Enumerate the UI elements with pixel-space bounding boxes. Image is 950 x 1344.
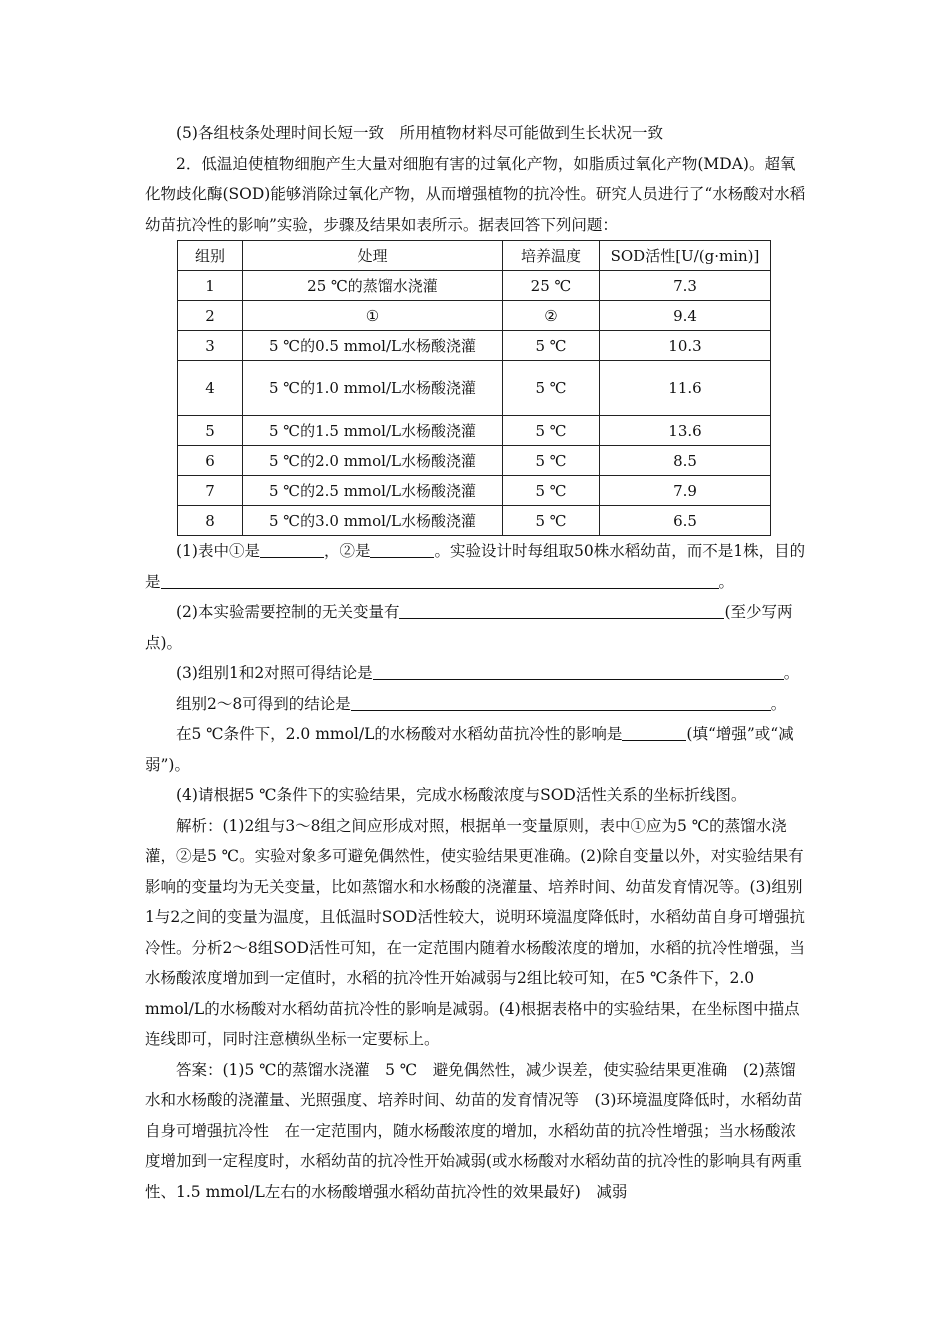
table-row	[178, 361, 771, 416]
answer-paragraph: 答案：(1)5 ℃的蒸馏水浇灌 5 ℃ 避免偶然性，减少误差，使实验结果更准确 (2)蒸馏水和水杨酸的浇灌量、光照强度、培养时间、幼苗的发育情况等 (3)环境温度降低时，水稻幼苗自身可增强抗冷性 在一定范围内，随水杨酸浓度的增加，水稻幼苗的抗冷性增强；当水杨酸浓度增加到一定程度时，水稻幼苗的抗冷性开始减弱(或水杨酸对水稻幼苗的抗冷性的影响具有两重性、1.5 mmol/L左右的水杨酸增强水稻幼苗抗冷性的效果最好) 减弱	[145, 1060, 803, 1201]
header-temperature: 培养温度	[503, 241, 600, 271]
q1-text-b: ，②是	[323, 542, 371, 560]
header-sod-activity: SOD活性[U/(g·min)]	[600, 241, 771, 271]
question-4: (4)请根据5 ℃条件下的实验结果，完成水杨酸浓度与SOD活性关系的坐标折线图。	[176, 786, 747, 804]
cell-sod: 6.5	[600, 506, 771, 536]
cell-sod: 11.6	[600, 361, 771, 416]
cell-treatment: 5 ℃的3.0 mmol/L水杨酸浇灌	[243, 506, 503, 536]
q1-text-a: (1)表中①是	[176, 542, 260, 560]
cell-temperature: ②	[503, 301, 600, 331]
cell-sod: 7.3	[600, 271, 771, 301]
cell-sod: 10.3	[600, 331, 771, 361]
table-header-row	[178, 241, 771, 271]
header-treatment: 处理	[243, 241, 503, 271]
q3-text-d: 。	[770, 694, 787, 713]
answer-blank-5[interactable]	[373, 663, 776, 680]
cell-temperature: 5 ℃	[503, 446, 600, 476]
cell-group: 5	[178, 416, 243, 446]
q3-text-e: 在5 ℃条件下，2.0 mmol/L的水杨酸对水稻幼苗抗冷性的影响是	[176, 725, 623, 743]
cell-group: 3	[178, 331, 243, 361]
cell-treatment: 5 ℃的2.5 mmol/L水杨酸浇灌	[243, 476, 503, 506]
question-1	[145, 536, 810, 597]
question-2-stem: 2．低温迫使植物细胞产生大量对细胞有害的过氧化产物，如脂质过氧化产物(MDA)。超氧化物歧化酶(SOD)能够消除过氧化产物，从而增强植物的抗冷性。研究人员进行了“水杨酸对水稻幼苗抗冷性的影响”实验，步骤及结果如表所示。据表回答下列问题：	[145, 154, 806, 234]
cell-group: 8	[178, 506, 243, 536]
cell-treatment: 5 ℃的0.5 mmol/L水杨酸浇灌	[243, 331, 503, 361]
cell-treatment: ①	[243, 301, 503, 331]
table-row	[178, 331, 771, 361]
answer-blank-7[interactable]	[622, 724, 686, 741]
cell-treatment: 5 ℃的1.0 mmol/L水杨酸浇灌	[243, 361, 503, 416]
q3-text-c: 组别2～8可得到的结论是	[176, 694, 351, 713]
cell-group: 4	[178, 361, 243, 416]
table-row	[178, 301, 771, 331]
answer-blank-3b[interactable]	[711, 572, 719, 589]
cell-treatment: 5 ℃的2.0 mmol/L水杨酸浇灌	[243, 446, 503, 476]
cell-sod: 8.5	[600, 446, 771, 476]
cell-group: 7	[178, 476, 243, 506]
cell-temperature: 5 ℃	[503, 361, 600, 416]
q3-text-b: 。	[783, 664, 800, 682]
cell-temperature: 25 ℃	[503, 271, 600, 301]
cell-group: 1	[178, 271, 243, 301]
table-row	[178, 506, 771, 536]
cell-group: 2	[178, 301, 243, 331]
cell-group: 6	[178, 446, 243, 476]
q3-text-f: (填“增强”或“减弱”)。	[145, 725, 794, 774]
q5-answer-line: (5)各组枝条处理时间长短一致 所用植物材料尽可能做到生长状况一致	[176, 124, 663, 142]
q3-text-a: (3)组别1和2对照可得结论是	[176, 664, 373, 682]
cell-temperature: 5 ℃	[503, 506, 600, 536]
cell-temperature: 5 ℃	[503, 331, 600, 361]
answer-blank-4[interactable]	[399, 602, 724, 619]
table-row	[178, 476, 771, 506]
header-group: 组别	[178, 241, 243, 271]
question-3-part-3	[145, 719, 810, 780]
table-row	[178, 271, 771, 301]
q2-text-a: (2)本实验需要控制的无关变量有	[176, 603, 400, 621]
cell-sod: 9.4	[600, 301, 771, 331]
table-row	[178, 416, 771, 446]
cell-temperature: 5 ℃	[503, 476, 600, 506]
cell-treatment: 25 ℃的蒸馏水浇灌	[243, 271, 503, 301]
question-3	[145, 658, 810, 689]
table-row	[178, 446, 771, 476]
question-3-part-2	[145, 689, 810, 720]
q2-text-b: (至少写两点)。	[145, 603, 793, 652]
answer-blank-2[interactable]	[370, 541, 434, 558]
cell-sod: 13.6	[600, 416, 771, 446]
q1-text-d: 。	[718, 572, 735, 591]
cell-temperature: 5 ℃	[503, 416, 600, 446]
question-2	[145, 597, 810, 658]
cell-treatment: 5 ℃的1.5 mmol/L水杨酸浇灌	[243, 416, 503, 446]
results-table	[177, 240, 771, 536]
document-page	[145, 118, 810, 1207]
q1-text-c: 。实验设计时每组取50株水稻幼苗，而不是1株，目的是	[145, 542, 806, 591]
answer-blank-5b[interactable]	[776, 663, 784, 680]
cell-sod: 7.9	[600, 476, 771, 506]
answer-blank-6[interactable]	[351, 694, 771, 711]
answer-blank-1[interactable]	[260, 541, 324, 558]
analysis-paragraph: 解析：(1)2组与3～8组之间应形成对照，根据单一变量原则，表中①应为5 ℃的蒸馏水浇灌，②是5 ℃。实验对象多可避免偶然性，使实验结果更准确。(2)除自变量以外，对实验结果有影响的变量均为无关变量，比如蒸馏水和水杨酸的浇灌量、培养时间、幼苗发育情况等。(3)组别1与2之间的变量为温度，且低温时SOD活性较大，说明环境温度降低时，水稻幼苗自身可增强抗冷性。分析2～8组SOD活性可知，在一定范围内随着水杨酸浓度的增加，水稻的抗冷性增强，当水杨酸浓度增加到一定值时，水稻的抗冷性开始减弱与2组比较可知，在5 ℃条件下，2.0 mmol/L的水杨酸对水稻幼苗抗冷性的影响是减弱。(4)根据表格中的实验结果，在坐标图中描点连线即可，同时注意横纵坐标一定要标上。	[145, 816, 805, 1048]
answer-blank-3[interactable]	[161, 572, 711, 589]
